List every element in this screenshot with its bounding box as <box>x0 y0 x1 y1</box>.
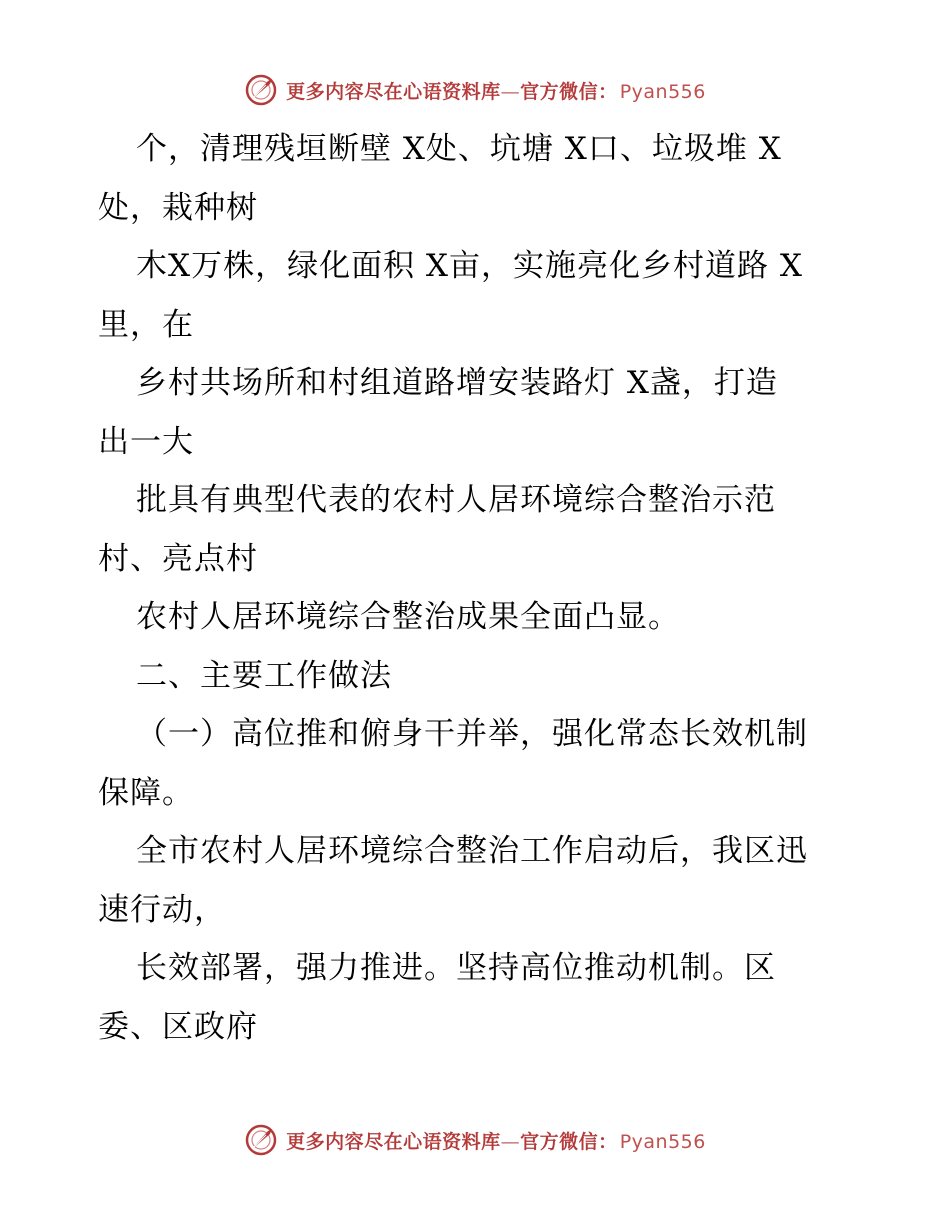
quill-pen-logo-icon <box>244 73 278 107</box>
footer-site-name: 更多内容尽在心语资料库 <box>286 1130 501 1153</box>
header-wechat-label: 官方微信： <box>520 80 618 103</box>
subsection-heading: （一）高位推和俯身干并举，强化常态长效机制 <box>136 716 808 752</box>
footer-banner <box>0 1120 950 1160</box>
footer-wechat-id: Pyan556 <box>619 1130 706 1153</box>
body-line: 速行动， <box>98 891 226 928</box>
body-line: 木X万株，绿化面积 X亩，实施亮化乡村道路 X <box>136 248 803 284</box>
body-line: 委、区政府 <box>98 1008 258 1045</box>
header-wechat-id: Pyan556 <box>619 80 706 103</box>
header-banner-text <box>286 77 706 104</box>
document-body <box>98 120 868 1056</box>
body-line: 村、亮点村 <box>98 540 258 577</box>
body-line: 里，在 <box>98 306 194 343</box>
body-line: 保障。 <box>98 774 194 811</box>
section-heading: 二、主要工作做法 <box>136 657 392 694</box>
body-line: 全市农村人居环境综合整治工作启动后，我区迅 <box>136 833 808 869</box>
body-line: 个，清理残垣断壁 X处、坑塘 X口、垃圾堆 X <box>136 131 782 167</box>
body-line: 处，栽种树 <box>98 189 258 226</box>
body-line: 乡村共场所和村组道路增安装路灯 X盏，打造 <box>136 365 778 401</box>
quill-pen-logo-icon <box>244 1123 278 1157</box>
body-line: 长效部署，强力推进。坚持高位推动机制。区 <box>136 950 776 986</box>
header-banner <box>0 70 950 110</box>
header-site-name: 更多内容尽在心语资料库 <box>286 80 501 103</box>
body-line: 出一大 <box>98 423 194 460</box>
body-line: 农村人居环境综合整治成果全面凸显。 <box>136 599 680 635</box>
footer-wechat-label: 官方微信： <box>520 1130 618 1153</box>
footer-dash: — <box>500 1130 521 1153</box>
header-dash: — <box>500 80 521 103</box>
body-line: 批具有典型代表的农村人居环境综合整治示范 <box>136 482 776 518</box>
footer-banner-text <box>286 1127 706 1154</box>
